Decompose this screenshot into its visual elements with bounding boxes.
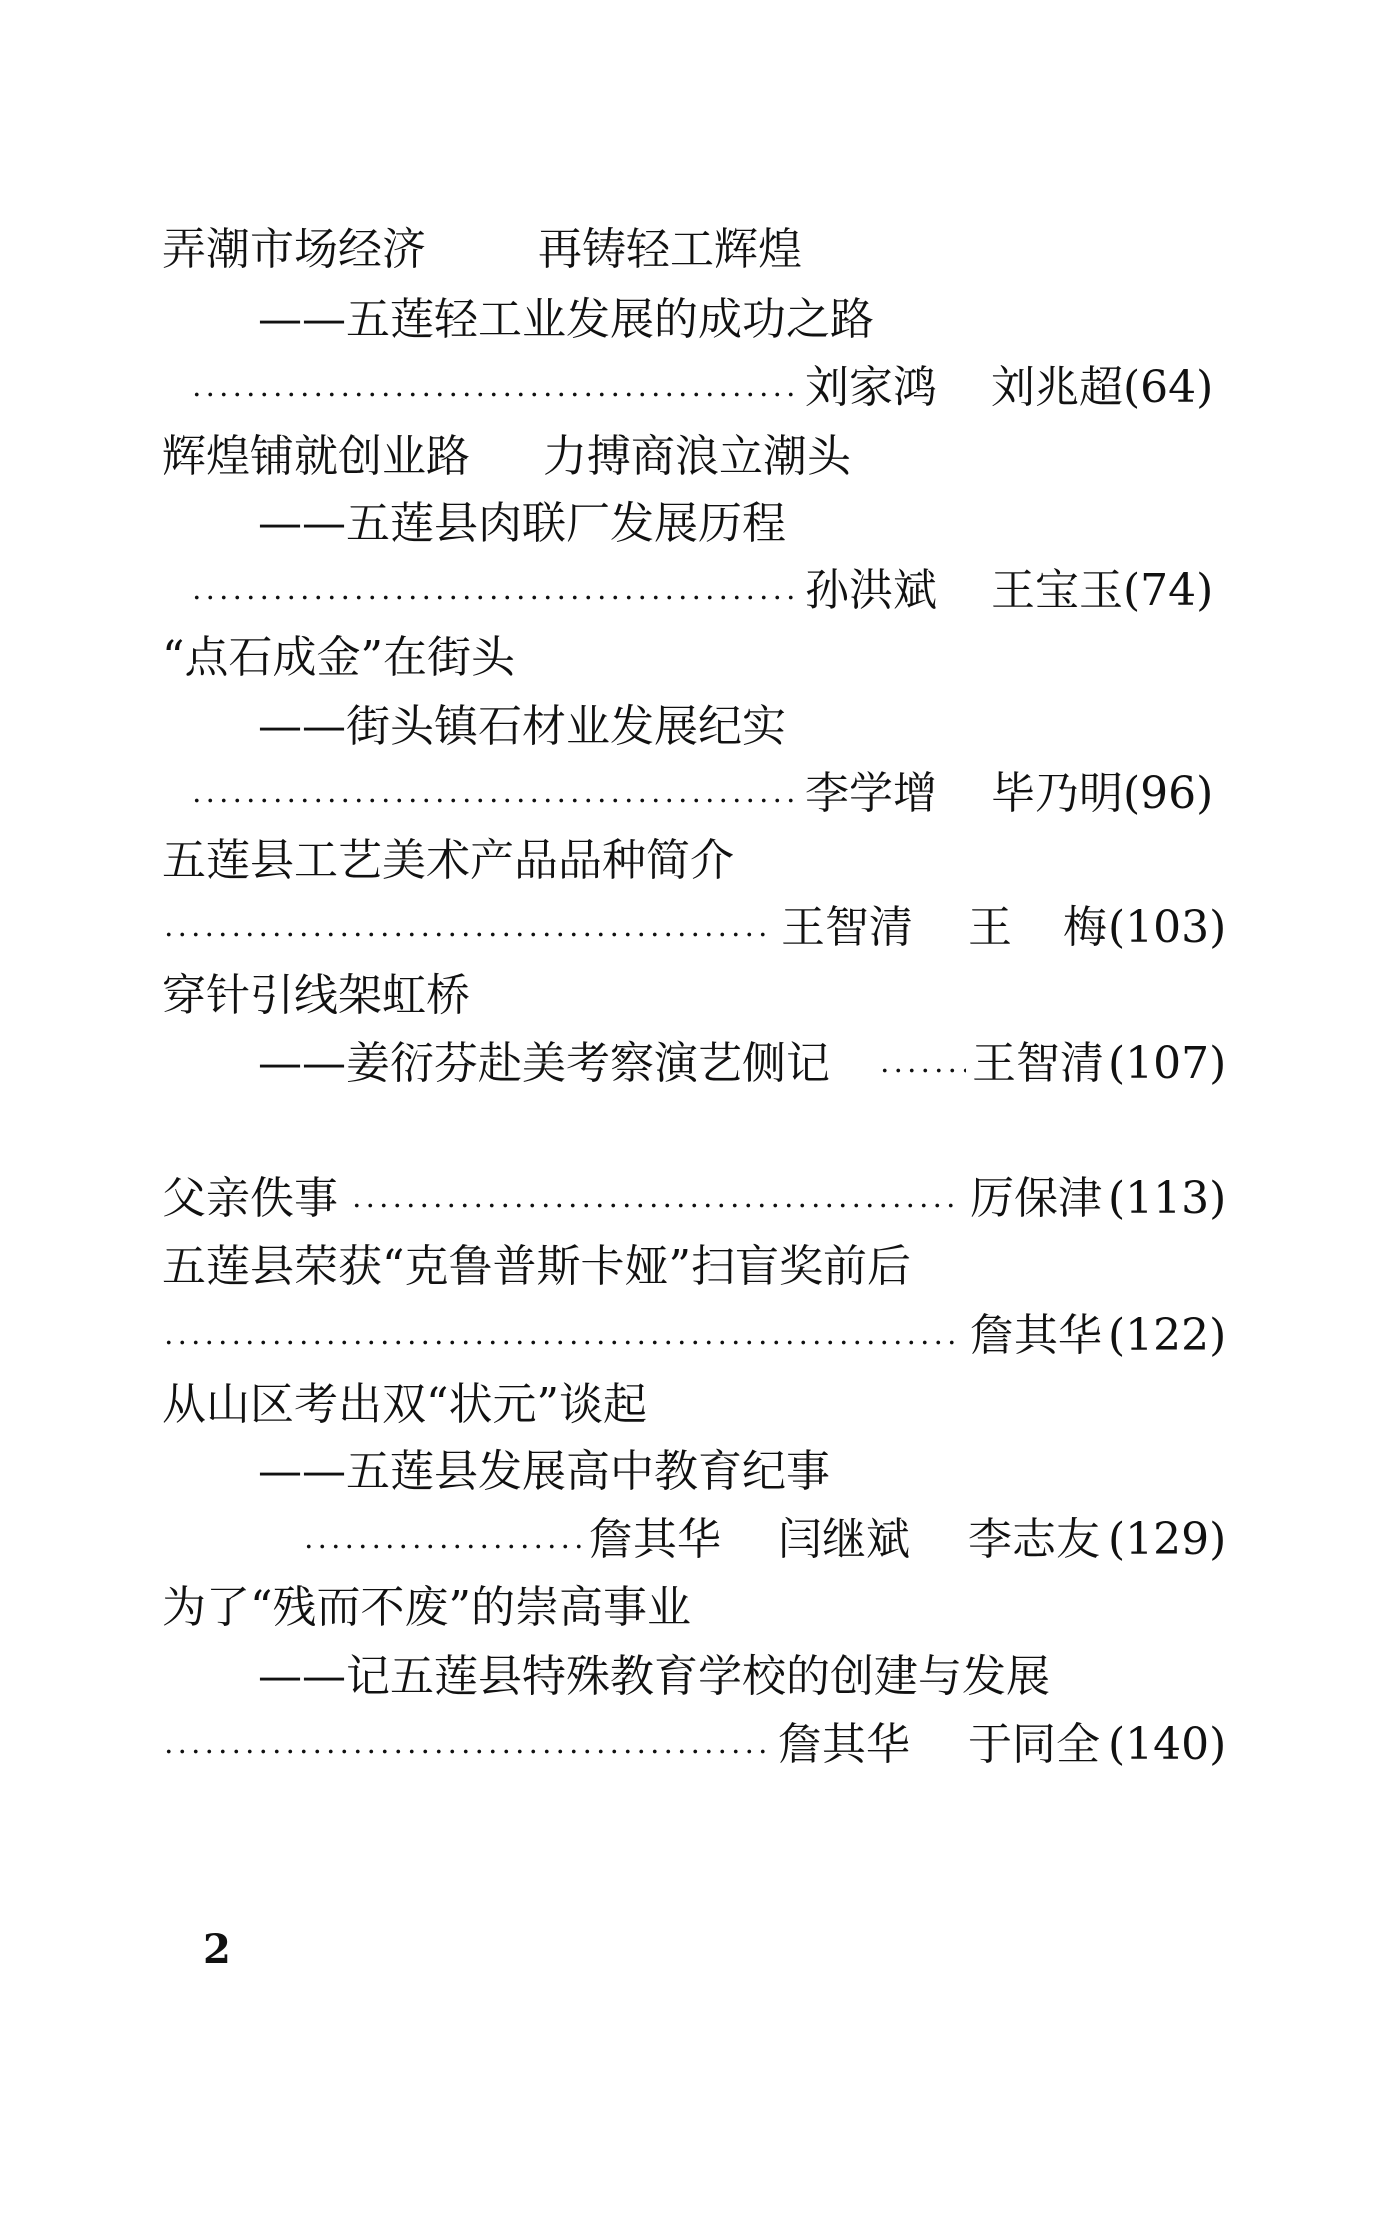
toc-entry-leader-line [0,894,1397,962]
toc-author: 厉保津 [970,1173,1102,1224]
toc-subtitle: ——五莲县肉联厂发展历程 [258,498,786,549]
toc-title-part: 力搏商浪立潮头 [543,431,851,482]
toc-subtitle: ——记五莲县特殊教育学校的创建与发展 [258,1651,1050,1702]
toc-title-part: 再铸轻工辉煌 [538,224,802,275]
toc-author: 王宝玉 [991,565,1123,616]
toc-title: 穿针引线架虹桥 [162,970,470,1021]
toc-author: 李志友 [968,1514,1100,1565]
toc-page-ref: (129) [1108,1514,1227,1565]
toc-author: 刘兆超 [991,362,1123,413]
toc-author: 詹其华 [970,1310,1102,1361]
toc-author: 梅 [1063,902,1107,953]
toc-entry-leader-line [0,1302,1397,1370]
toc-entry-subtitle [0,286,1397,354]
toc-title-part: 辉煌铺就创业路 [162,431,470,482]
toc-title: 为了“残而不废”的崇高事业 [162,1582,691,1633]
toc-author: 王智清 [781,902,913,953]
toc-author: 闫继斌 [778,1514,910,1565]
dot-leader [190,392,798,397]
toc-author: 李学增 [805,768,937,819]
toc-subtitle: ——五莲县发展高中教育纪事 [258,1446,830,1497]
toc-title: 父亲佚事 [162,1173,338,1224]
dot-leader [162,1749,774,1754]
toc-author: 刘家鸿 [805,362,937,413]
toc-entry-title [0,624,1397,692]
toc-page-ref: (107) [1108,1038,1227,1089]
toc-entry-leader-line [0,1165,1397,1233]
dot-leader [190,798,798,803]
dot-leader [302,1544,584,1549]
toc-author: 王智清 [972,1038,1104,1089]
toc-title: 从山区考出双“状元”谈起 [162,1379,647,1430]
toc-page-ref: (113) [1108,1173,1227,1224]
toc-entry-subtitle [0,1438,1397,1506]
toc-author: 詹其华 [589,1514,721,1565]
toc-author: 王 [968,902,1012,953]
toc-page-ref: (103) [1108,902,1227,953]
toc-author: 詹其华 [778,1719,910,1770]
toc-entry-leader-line [0,760,1397,828]
toc-author: 于同全 [968,1719,1100,1770]
toc-page-ref: (74) [1123,565,1214,616]
toc-entry-subtitle [0,1030,1397,1098]
toc-entry-leader-line [0,557,1397,625]
toc-entry-subtitle [0,693,1397,761]
toc-entry-subtitle [0,490,1397,558]
toc-entry-title [0,1371,1397,1439]
toc-page-ref: (122) [1108,1310,1227,1361]
toc-author: 毕乃明 [991,768,1123,819]
toc-page-ref: (140) [1108,1719,1227,1770]
toc-subtitle: ——街头镇石材业发展纪实 [258,701,786,752]
toc-entry-title [0,1233,1397,1301]
toc-entry-title [0,216,1397,284]
toc-title-part: 弄潮市场经济 [162,224,426,275]
dot-leader [162,1340,962,1345]
page-number: 2 [203,1926,231,1973]
dot-leader [162,932,774,937]
toc-entry-title [0,423,1397,491]
toc-page-ref: (64) [1123,362,1214,413]
dot-leader [878,1068,966,1073]
toc-subtitle: ——五莲轻工业发展的成功之路 [258,294,874,345]
toc-entry-leader-line [0,354,1397,422]
toc-author: 孙洪斌 [805,565,937,616]
toc-page-ref: (96) [1123,768,1214,819]
toc-title: 五莲县荣获“克鲁普斯卡娅”扫盲奖前后 [162,1241,911,1292]
dot-leader [190,595,798,600]
toc-entry-title [0,827,1397,895]
toc-entry-leader-line [0,1506,1397,1574]
toc-entry-title [0,1574,1397,1642]
dot-leader [350,1203,962,1208]
toc-entry-leader-line [0,1711,1397,1779]
toc-entry-subtitle [0,1643,1397,1711]
toc-entry-title [0,962,1397,1030]
toc-title: “点石成金”在街头 [162,632,515,683]
toc-subtitle: ——姜衍芬赴美考察演艺侧记 [258,1038,830,1089]
toc-title: 五莲县工艺美术产品品种简介 [162,835,734,886]
